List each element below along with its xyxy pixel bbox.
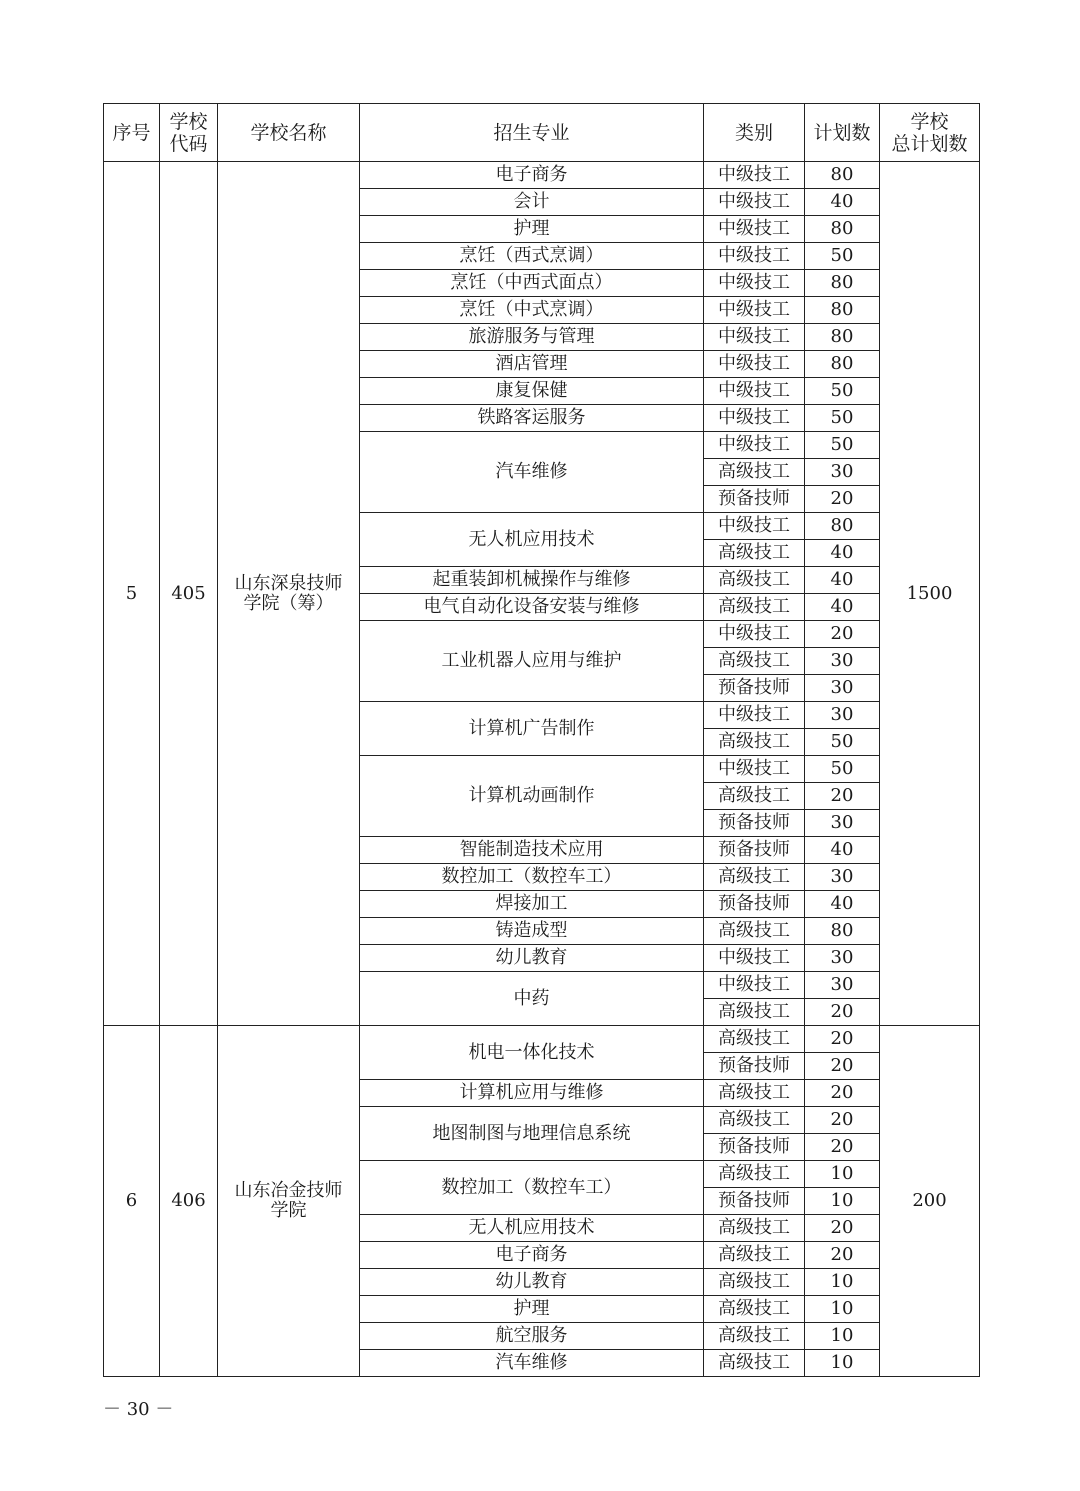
category-cell: 预备技师 (704, 810, 805, 837)
plan-count-cell: 20 (805, 1134, 880, 1161)
category-cell: 高级技工 (704, 1323, 805, 1350)
header-plan: 计划数 (805, 104, 880, 162)
category-cell: 中级技工 (704, 162, 805, 189)
school-total: 1500 (880, 162, 980, 1026)
major-name: 计算机广告制作 (360, 702, 704, 756)
major-name: 护理 (360, 216, 704, 243)
category-cell: 高级技工 (704, 1107, 805, 1134)
category-cell: 高级技工 (704, 864, 805, 891)
plan-count-cell: 20 (805, 1107, 880, 1134)
major-name: 旅游服务与管理 (360, 324, 704, 351)
plan-count-cell: 20 (805, 783, 880, 810)
plan-count-cell: 40 (805, 594, 880, 621)
category-cell: 高级技工 (704, 1026, 805, 1053)
plan-count-cell: 80 (805, 297, 880, 324)
major-name: 铸造成型 (360, 918, 704, 945)
plan-count-cell: 10 (805, 1161, 880, 1188)
major-name: 幼儿教育 (360, 1269, 704, 1296)
school-total: 200 (880, 1026, 980, 1377)
plan-count-cell: 80 (805, 324, 880, 351)
plan-count-cell: 30 (805, 810, 880, 837)
major-name: 汽车维修 (360, 432, 704, 513)
category-cell: 中级技工 (704, 351, 805, 378)
table-body (104, 162, 980, 1377)
major-name: 电气自动化设备安装与维修 (360, 594, 704, 621)
major-name: 烹饪（中式烹调） (360, 297, 704, 324)
major-name: 数控加工（数控车工） (360, 864, 704, 891)
plan-count-cell: 20 (805, 1215, 880, 1242)
major-name: 康复保健 (360, 378, 704, 405)
category-cell: 预备技师 (704, 837, 805, 864)
school-name-line1: 山东冶金技师 (234, 1180, 343, 1201)
major-name: 起重装卸机械操作与维修 (360, 567, 704, 594)
major-name: 计算机动画制作 (360, 756, 704, 837)
header-major: 招生专业 (360, 104, 704, 162)
category-cell: 中级技工 (704, 945, 805, 972)
category-cell: 中级技工 (704, 513, 805, 540)
major-name: 会计 (360, 189, 704, 216)
category-cell: 中级技工 (704, 324, 805, 351)
category-cell: 高级技工 (704, 648, 805, 675)
school-seq: 5 (104, 162, 160, 1026)
plan-count-cell: 10 (805, 1188, 880, 1215)
header-school-code-line2: 代码 (169, 132, 208, 155)
plan-count-cell: 30 (805, 972, 880, 999)
major-name: 电子商务 (360, 1242, 704, 1269)
school-seq: 6 (104, 1026, 160, 1377)
category-cell: 高级技工 (704, 594, 805, 621)
header-school-total-line1: 学校 (910, 110, 949, 133)
plan-count-cell: 80 (805, 216, 880, 243)
plan-count-cell: 50 (805, 432, 880, 459)
category-cell: 中级技工 (704, 270, 805, 297)
major-name: 工业机器人应用与维护 (360, 621, 704, 702)
plan-count-cell: 80 (805, 270, 880, 297)
plan-count-cell: 30 (805, 864, 880, 891)
plan-count-cell: 50 (805, 243, 880, 270)
major-name: 中药 (360, 972, 704, 1026)
plan-count-cell: 40 (805, 567, 880, 594)
category-cell: 中级技工 (704, 297, 805, 324)
plan-count-cell: 50 (805, 405, 880, 432)
school-name (218, 1026, 360, 1377)
school-code: 406 (160, 1026, 218, 1377)
plan-count-cell: 80 (805, 513, 880, 540)
category-cell: 预备技师 (704, 675, 805, 702)
category-cell: 高级技工 (704, 1161, 805, 1188)
category-cell: 中级技工 (704, 216, 805, 243)
category-cell: 预备技师 (704, 1188, 805, 1215)
plan-count-cell: 40 (805, 189, 880, 216)
plan-count-cell: 30 (805, 945, 880, 972)
plan-count-cell: 20 (805, 486, 880, 513)
major-name: 护理 (360, 1296, 704, 1323)
plan-count-cell: 10 (805, 1350, 880, 1377)
category-cell: 中级技工 (704, 621, 805, 648)
school-code: 405 (160, 162, 218, 1026)
plan-count-cell: 20 (805, 621, 880, 648)
major-name: 电子商务 (360, 162, 704, 189)
plan-count-cell: 20 (805, 1026, 880, 1053)
category-cell: 预备技师 (704, 891, 805, 918)
category-cell: 中级技工 (704, 405, 805, 432)
plan-count-cell: 20 (805, 1080, 880, 1107)
plan-count-cell: 80 (805, 162, 880, 189)
category-cell: 高级技工 (704, 729, 805, 756)
major-name: 航空服务 (360, 1323, 704, 1350)
plan-count-cell: 20 (805, 999, 880, 1026)
major-name: 幼儿教育 (360, 945, 704, 972)
plan-count-cell: 40 (805, 540, 880, 567)
plan-count-cell: 10 (805, 1323, 880, 1350)
category-cell: 预备技师 (704, 1053, 805, 1080)
header-school-name: 学校名称 (218, 104, 360, 162)
plan-count-cell: 80 (805, 918, 880, 945)
category-cell: 高级技工 (704, 1080, 805, 1107)
major-name: 汽车维修 (360, 1350, 704, 1377)
plan-count-cell: 10 (805, 1296, 880, 1323)
plan-count-cell: 50 (805, 729, 880, 756)
page-number: － 30 － (103, 1399, 174, 1420)
category-cell: 高级技工 (704, 1215, 805, 1242)
category-cell: 中级技工 (704, 702, 805, 729)
school-name-line2: 学院 (270, 1200, 307, 1221)
school-name-line2: 学院（筹） (243, 592, 334, 614)
plan-count-cell: 30 (805, 675, 880, 702)
plan-count-cell: 20 (805, 1242, 880, 1269)
category-cell: 高级技工 (704, 918, 805, 945)
major-name: 智能制造技术应用 (360, 837, 704, 864)
major-name: 机电一体化技术 (360, 1026, 704, 1080)
major-name: 无人机应用技术 (360, 513, 704, 567)
category-cell: 高级技工 (704, 999, 805, 1026)
major-name: 计算机应用与维修 (360, 1080, 704, 1107)
category-cell: 中级技工 (704, 432, 805, 459)
header-school-total (880, 104, 980, 162)
header-school-code-line1: 学校 (169, 110, 208, 133)
major-name: 无人机应用技术 (360, 1215, 704, 1242)
major-name: 烹饪（西式烹调） (360, 243, 704, 270)
table-row (104, 1026, 980, 1053)
header-category: 类别 (704, 104, 805, 162)
enrollment-plan-table (103, 103, 980, 1377)
header-seq: 序号 (104, 104, 160, 162)
plan-count-cell: 50 (805, 756, 880, 783)
category-cell: 高级技工 (704, 1350, 805, 1377)
plan-count-cell: 40 (805, 891, 880, 918)
header-school-total-line2: 总计划数 (891, 132, 968, 155)
plan-count-cell: 10 (805, 1269, 880, 1296)
school-name-line1: 山东深泉技师 (234, 572, 343, 594)
school-name (218, 162, 360, 1026)
plan-count-cell: 30 (805, 459, 880, 486)
category-cell: 高级技工 (704, 1242, 805, 1269)
plan-count-cell: 30 (805, 648, 880, 675)
plan-count-cell: 40 (805, 837, 880, 864)
category-cell: 高级技工 (704, 783, 805, 810)
category-cell: 预备技师 (704, 1134, 805, 1161)
table-header (104, 104, 980, 162)
category-cell: 中级技工 (704, 756, 805, 783)
major-name: 酒店管理 (360, 351, 704, 378)
major-name: 焊接加工 (360, 891, 704, 918)
plan-count-cell: 30 (805, 702, 880, 729)
category-cell: 高级技工 (704, 1269, 805, 1296)
plan-count-cell: 50 (805, 378, 880, 405)
plan-count-cell: 20 (805, 1053, 880, 1080)
major-name: 烹饪（中西式面点） (360, 270, 704, 297)
category-cell: 中级技工 (704, 189, 805, 216)
category-cell: 中级技工 (704, 243, 805, 270)
plan-count-cell: 80 (805, 351, 880, 378)
major-name: 数控加工（数控车工） (360, 1161, 704, 1215)
category-cell: 高级技工 (704, 1296, 805, 1323)
major-name: 铁路客运服务 (360, 405, 704, 432)
category-cell: 高级技工 (704, 540, 805, 567)
header-school-code (160, 104, 218, 162)
table-row (104, 162, 980, 189)
category-cell: 预备技师 (704, 486, 805, 513)
category-cell: 中级技工 (704, 378, 805, 405)
category-cell: 中级技工 (704, 972, 805, 999)
category-cell: 高级技工 (704, 567, 805, 594)
major-name: 地图制图与地理信息系统 (360, 1107, 704, 1161)
category-cell: 高级技工 (704, 459, 805, 486)
